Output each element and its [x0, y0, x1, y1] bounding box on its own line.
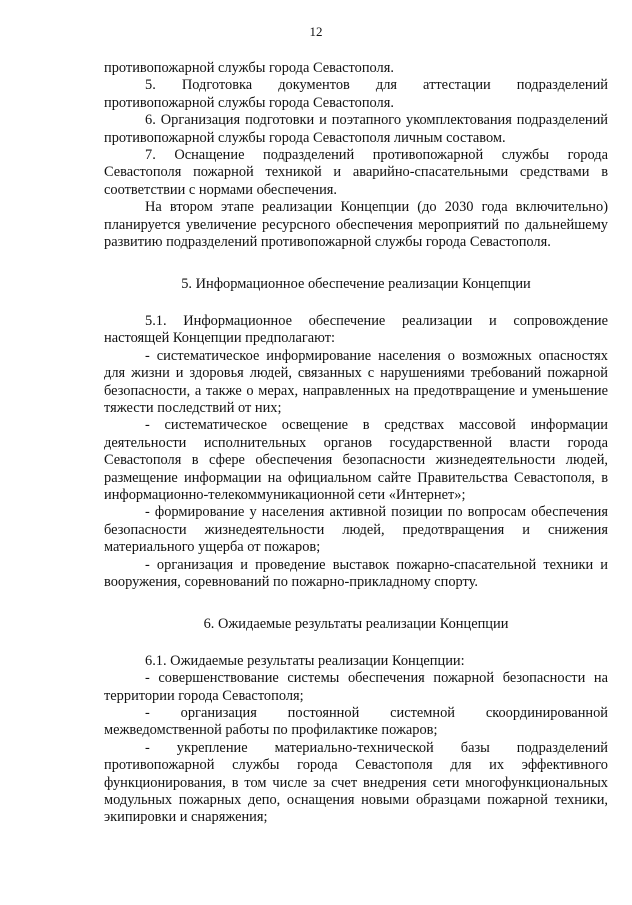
- section-6-intro: 6.1. Ожидаемые результаты реализации Концепции:: [145, 652, 465, 669]
- section-6-bullet: - укрепление материально-технической базы подразделений противопожарной службы города Севастополя для их эффективного функционирования, в том числе за счет внедрения сети многофункциональных модульных пожарных депо, оснащения новыми образцами пожарной техники, экипировки и снаряжения;: [104, 739, 608, 826]
- paragraph-continuation: противопожарной службы города Севастополя.: [104, 60, 394, 76]
- document-body: [104, 60, 608, 827]
- second-stage-paragraph: На втором этапе реализации Концепции (до 2030 года включительно) планируется увеличение ресурсного обеспечения мероприятий по дальнейшему развитию подразделений противопожарной службы города Севастополя.: [104, 199, 608, 251]
- list-item-7: 7. Оснащение подразделений противопожарной службы города Севастополя пожарной техникой и аварийно-спасательными средствами в соответствии с нормами обеспечения.: [104, 147, 608, 198]
- section-5-bullet: - формирование у населения активной позиции по вопросам обеспечения безопасности жизнедеятельности людей, предотвращения и снижения материального ущерба от пожаров;: [104, 504, 608, 556]
- list-item-5: 5. Подготовка документов для аттестации подразделений противопожарной службы города Севастополя.: [104, 77, 608, 111]
- section-5-heading: 5. Информационное обеспечение реализации Концепции: [181, 276, 531, 293]
- page-number: 12: [309, 24, 323, 39]
- section-5-intro: 5.1. Информационное обеспечение реализации и сопровождение настоящей Концепции предполагают:: [104, 312, 608, 347]
- section-6-bullet: - совершенствование системы обеспечения пожарной безопасности на территории города Севастополя;: [104, 670, 608, 704]
- section-6-heading: 6. Ожидаемые результаты реализации Концепции: [203, 616, 509, 633]
- section-5-bullet: - систематическое освещение в средствах массовой информации деятельности исполнительных органов государственной власти города Севастополя в сфере обеспечения безопасности жизнедеятельности людей, размещение информации на официальном сайте Правительства Севастополя, в информационно-телекоммуникационной сети «Интернет»;: [104, 417, 608, 503]
- section-5-bullet: - организация и проведение выставок пожарно-спасательной техники и вооружения, соревнований по пожарно-прикладному спорту.: [104, 556, 608, 590]
- section-6-bullet: - организация постоянной системной скоординированной межведомственной работы по профилактике пожаров;: [104, 705, 608, 739]
- list-item-6: 6. Организация подготовки и поэтапного укомплектования подразделений противопожарной службы города Севастополя личным составом.: [104, 112, 608, 146]
- section-5-bullet: - систематическое информирование населения о возможных опасностях для жизни и здоровья людей, связанных с нарушениями требований пожарной безопасности, а также о мерах, направленных на предотвращение и уменьшение тяжести последствий от них;: [104, 347, 608, 416]
